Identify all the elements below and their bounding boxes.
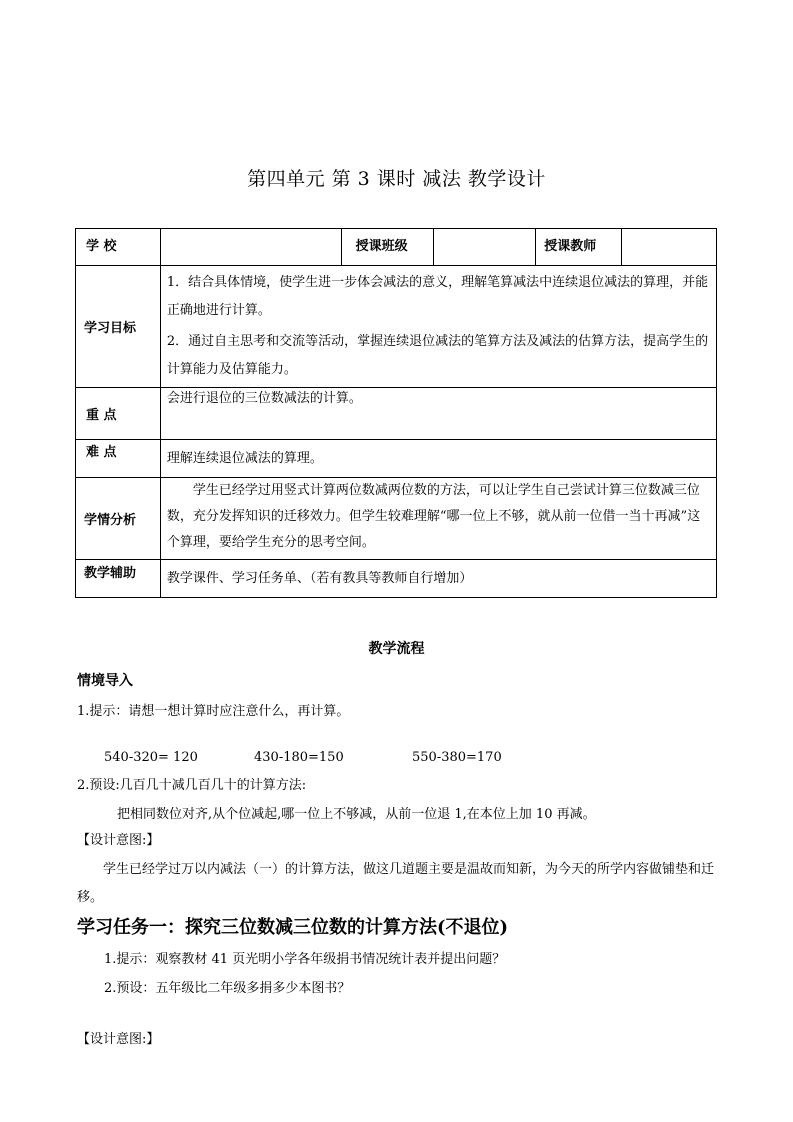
equation-2: 430-180=150 bbox=[254, 750, 344, 765]
task1-preset: 2.预设：五年级比二年级多捐多少本图书？ bbox=[104, 981, 351, 996]
analysis-cell bbox=[160, 478, 716, 560]
aids-cell bbox=[160, 560, 716, 598]
difficult-label-cell bbox=[76, 440, 161, 478]
school-label: 学 校 bbox=[86, 239, 117, 254]
class-value-cell bbox=[434, 229, 536, 266]
teacher-label-cell bbox=[536, 229, 622, 266]
school-value-cell bbox=[160, 229, 341, 266]
intro-heading: 情境导入 bbox=[77, 673, 133, 689]
class-label-cell bbox=[341, 229, 434, 266]
key-text: 会进行退位的三位数减法的计算。 bbox=[166, 391, 362, 406]
aids-label: 教学辅助 bbox=[84, 566, 137, 581]
goals-label-cell bbox=[76, 266, 161, 388]
design-intent-label: 【设计意图:】 bbox=[77, 833, 160, 848]
intro-tip: 1.提示：请想一想计算时应注意什么，再计算。 bbox=[77, 704, 350, 719]
teacher-value-cell bbox=[622, 229, 717, 266]
lesson-info-table bbox=[75, 228, 717, 598]
goals-label: 学习目标 bbox=[84, 321, 137, 336]
key-label: 重 点 bbox=[86, 408, 117, 423]
method-text: 把相同数位对齐,从个位减起,哪一位上不够减，从前一位退 1,在本位上加 10 再减。 bbox=[117, 807, 596, 822]
difficult-cell bbox=[160, 440, 716, 478]
school-label-cell bbox=[76, 229, 161, 266]
page-title: 第四单元 第 3 课时 减法 教学设计 bbox=[247, 168, 546, 190]
goals-item-2: 2．通过自主思考和交流等活动，掌握连续退位减法的笔算方法及减法的估算方法，提高学生的计算能力及估算能力。 bbox=[166, 334, 709, 377]
preset-line: 2.预设:几百几十减几百几十的计算方法: bbox=[77, 778, 307, 793]
difficult-text: 理解连续退位减法的算理。 bbox=[166, 450, 323, 466]
analysis-label: 学情分析 bbox=[84, 513, 137, 528]
difficult-label: 难 点 bbox=[86, 445, 117, 460]
task1-tip: 1.提示：观察教材 41 页光明小学各年级捐书情况统计表并提出问题？ bbox=[104, 952, 506, 967]
key-cell bbox=[160, 388, 716, 440]
equation-3: 550-380=170 bbox=[412, 750, 502, 765]
design-intent-text: 学生已经学过万以内减法（一）的计算方法，做这几道题主要是温故而知新，为今天的所学内容做铺垫和迁移。 bbox=[77, 862, 715, 905]
aids-text: 教学课件、学习任务单、（若有教具等教师自行增加） bbox=[166, 570, 473, 586]
design-intent-label-2: 【设计意图:】 bbox=[77, 1032, 160, 1047]
aids-label-cell bbox=[76, 560, 161, 598]
goals-cell bbox=[160, 266, 716, 388]
equation-1: 540-320= 120 bbox=[104, 750, 198, 765]
class-label: 授课班级 bbox=[355, 239, 408, 254]
analysis-text: 学生已经学过用竖式计算两位数减两位数的方法，可以让学生自己尝试计算三位数减三位数，充分发挥知识的迁移效力。但学生较难理解“哪一位上不够，就从前一位借一当十再减”这个算理，要给学生充分的思考空间。 bbox=[166, 483, 701, 550]
goals-item-1: 1．结合具体情境，使学生进一步体会减法的意义，理解笔算减法中连续退位减法的算理，并能正确地进行计算。 bbox=[166, 275, 709, 318]
teacher-label: 授课教师 bbox=[544, 239, 597, 254]
flow-title: 教学流程 bbox=[368, 641, 425, 657]
analysis-label-cell bbox=[76, 478, 161, 560]
key-label-cell bbox=[76, 388, 161, 440]
task1-heading: 学习任务一：探究三位数减三位数的计算方法(不退位) bbox=[77, 917, 509, 938]
